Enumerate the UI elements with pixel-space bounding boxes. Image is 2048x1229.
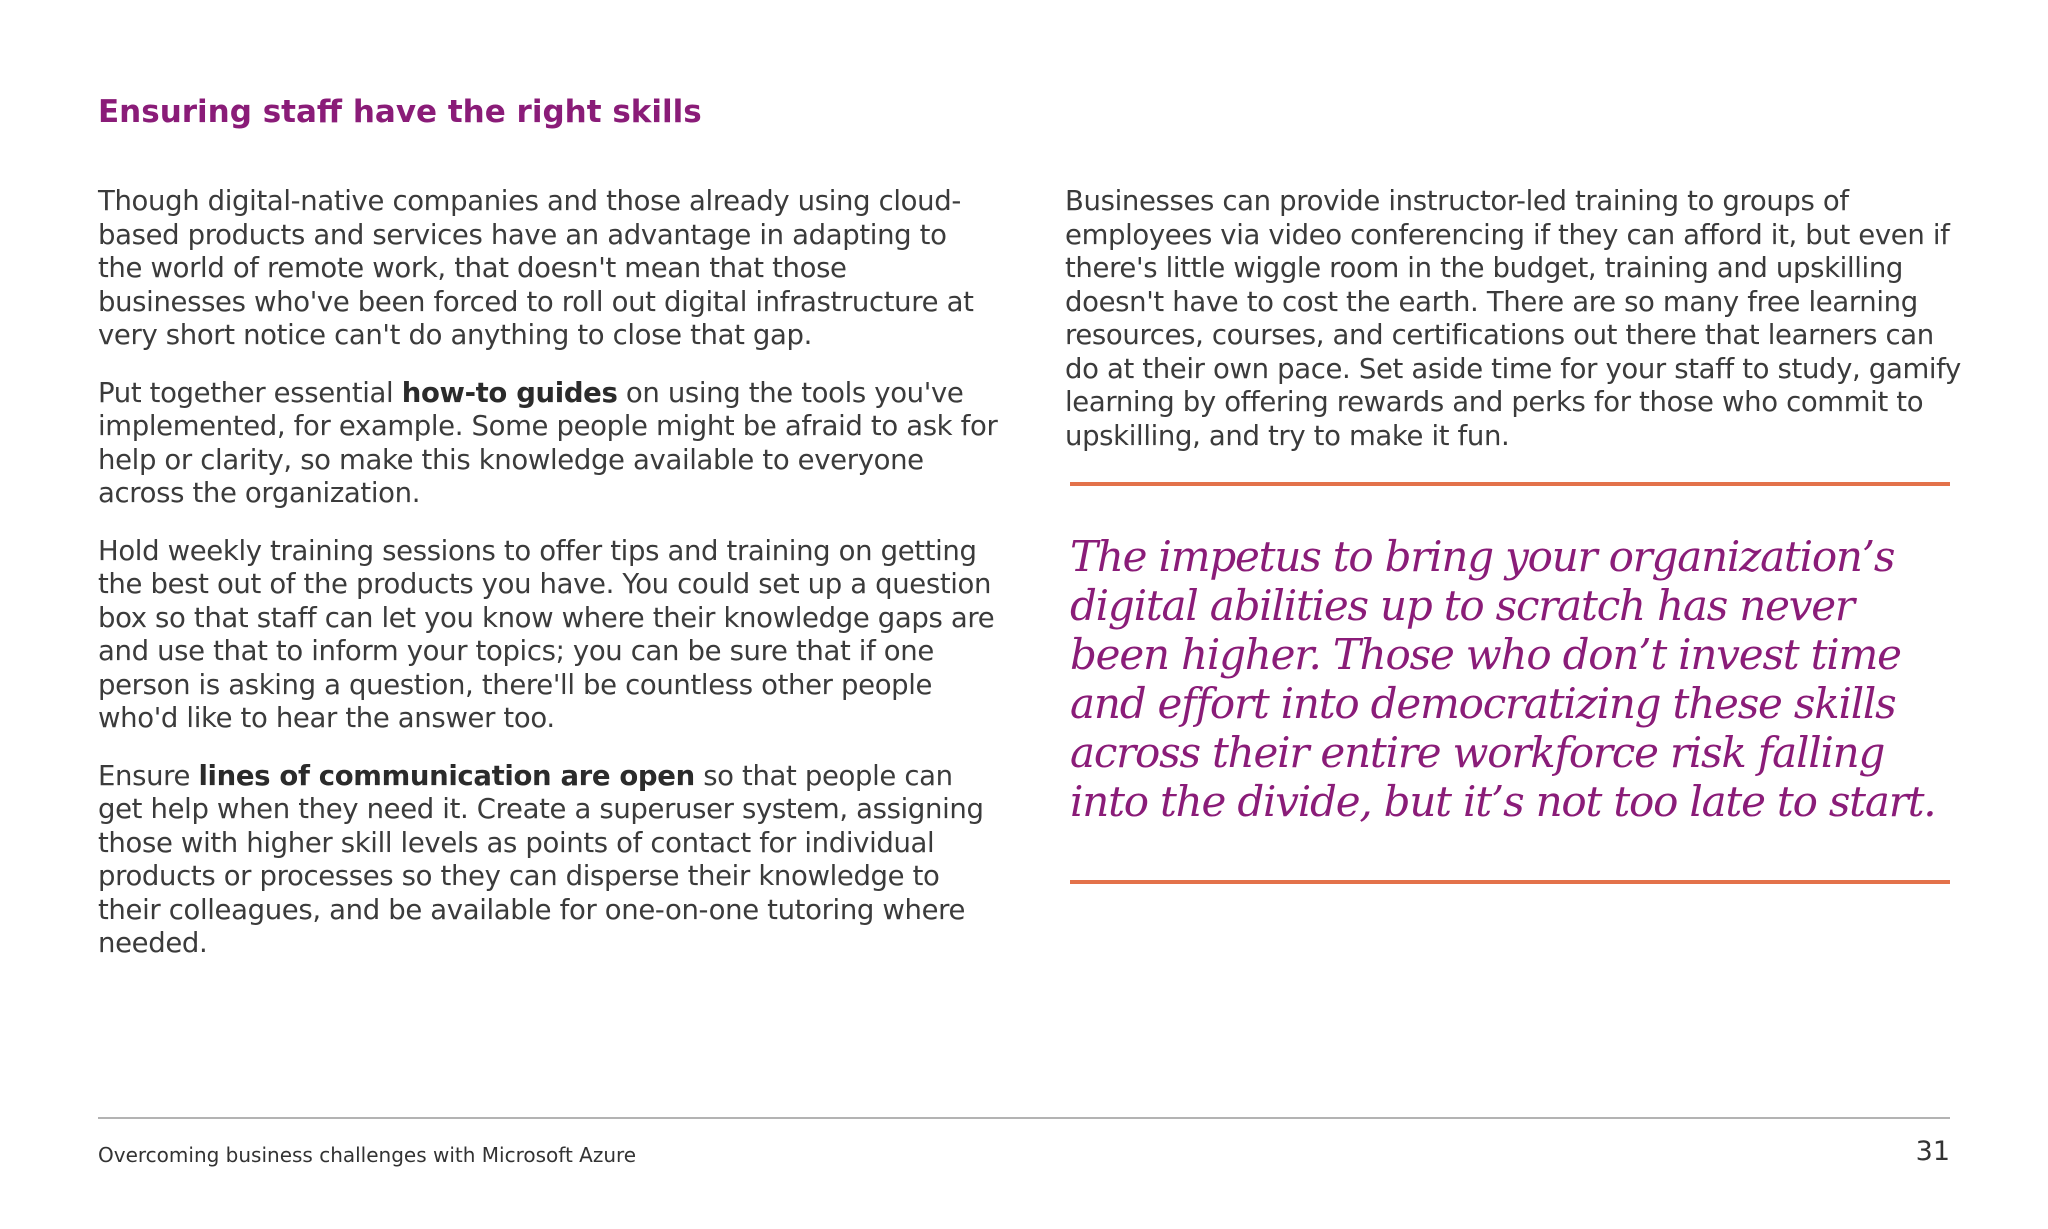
quote-bottom-divider: [1070, 880, 1950, 884]
left-column: [98, 185, 998, 985]
text-run: on using the tools you've implemented, for example. Some people might be afraid to ask for help or clarity, so make this knowledge available to everyone across the organization.: [98, 376, 998, 509]
right-column: [1065, 185, 1965, 477]
bold-phrase: lines of communication are open: [198, 759, 695, 792]
pull-quote: The impetus to bring your organization’s digital abilities up to scratch has never been higher. Those who don’t invest time and effort into democratizing these skills across their entire workforce risk falling into the divide, but it’s not too late to start.: [1070, 532, 1936, 826]
quote-top-divider: [1070, 482, 1950, 486]
section-heading: Ensuring staff have the right skills: [98, 94, 702, 130]
text-run: Ensure: [98, 759, 199, 792]
paragraph: Hold weekly training sessions to offer tips and training on getting the best out of the products you have. You could set up a question box so that staff can let you know where their knowledge gaps are and use that to inform your topics; you can be sure that if one person is asking a question, there'll be countless other people who'd like to hear the answer too.: [98, 534, 995, 734]
paragraph: [98, 760, 998, 961]
paragraph: Businesses can provide instructor-led training to groups of employees via video conferencing if they can afford it, but even if there's little wiggle room in the budget, training and upskilling doesn't have to cost the earth. There are so many free learning resources, courses, and certifications out there that learners can do at their own pace. Set aside time for your staff to study, gamify learning by offering rewards and perks for those who commit to upskilling, and try to make it fun.: [1065, 185, 1961, 452]
text-run: so that people can get help when they need it. Create a superuser system, assigning those with higher skill levels as points of contact for individual products or processes so they can disperse their knowledge to their colleagues, and be available for one-on-one tutoring where needed.: [98, 759, 984, 959]
paragraph: Though digital-native companies and those already using cloud-based products and services have an advantage in adapting to the world of remote work, that doesn't mean that those businesses who've been forced to roll out digital infrastructure at very short notice can't do anything to close that gap.: [98, 185, 974, 351]
footer-divider: [98, 1117, 1950, 1119]
text-run: Put together essential: [98, 376, 402, 409]
paragraph: [98, 377, 998, 511]
footer-document-title: Overcoming business challenges with Microsoft Azure: [98, 1143, 637, 1167]
page-number: 31: [1915, 1136, 1950, 1167]
bold-phrase: how-to guides: [401, 376, 618, 409]
